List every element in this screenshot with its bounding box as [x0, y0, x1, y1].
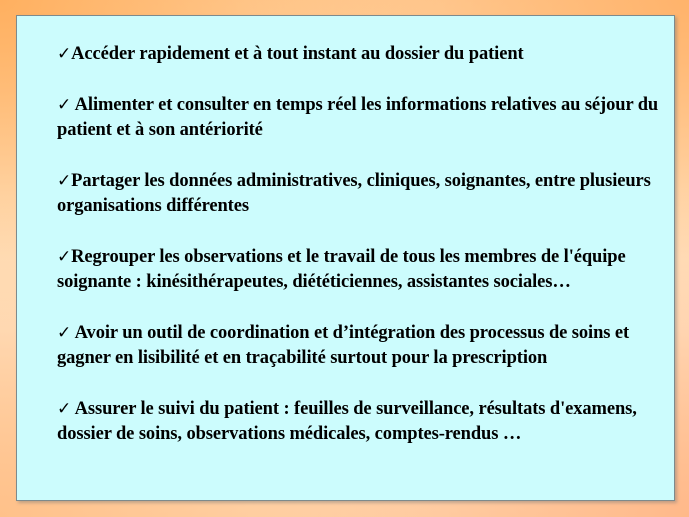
- checkmark-icon: ✓: [57, 246, 72, 267]
- checkmark-icon: ✓: [57, 44, 72, 64]
- list-item: [57, 397, 669, 448]
- checkmark-icon: ✓: [57, 322, 72, 343]
- checkmark-icon: ✓: [57, 94, 72, 115]
- list-item-text: Alimenter et consulter en temps réel les informations relatives au séjour du patient et à son antériorité: [57, 94, 659, 140]
- bullet-list: [57, 42, 669, 473]
- list-item: [57, 42, 669, 68]
- list-item: [57, 93, 669, 144]
- list-item-text: Accéder rapidement et à tout instant au dossier du patient: [71, 44, 524, 64]
- list-item-text: Assurer le suivi du patient : feuilles de surveillance, résultats d'examens, dossier de soins, observations médicales, comptes-rendus …: [57, 398, 637, 444]
- checkmark-icon: ✓: [57, 398, 72, 419]
- list-item: [57, 169, 669, 220]
- list-item: [57, 245, 669, 296]
- content-panel: [16, 15, 675, 501]
- checkmark-icon: ✓: [57, 170, 72, 191]
- list-item: [57, 321, 669, 372]
- list-item-text: Partager les données administratives, cliniques, soignantes, entre plusieurs organisations différentes: [57, 170, 651, 216]
- list-item-text: Regrouper les observations et le travail de tous les membres de l'équipe soignante : kinésithérapeutes, diététiciennes, assistantes sociales…: [57, 246, 626, 292]
- list-item-text: Avoir un outil de coordination et d’intégration des processus de soins et gagner en lisibilité et en traçabilité surtout pour la prescription: [57, 322, 630, 368]
